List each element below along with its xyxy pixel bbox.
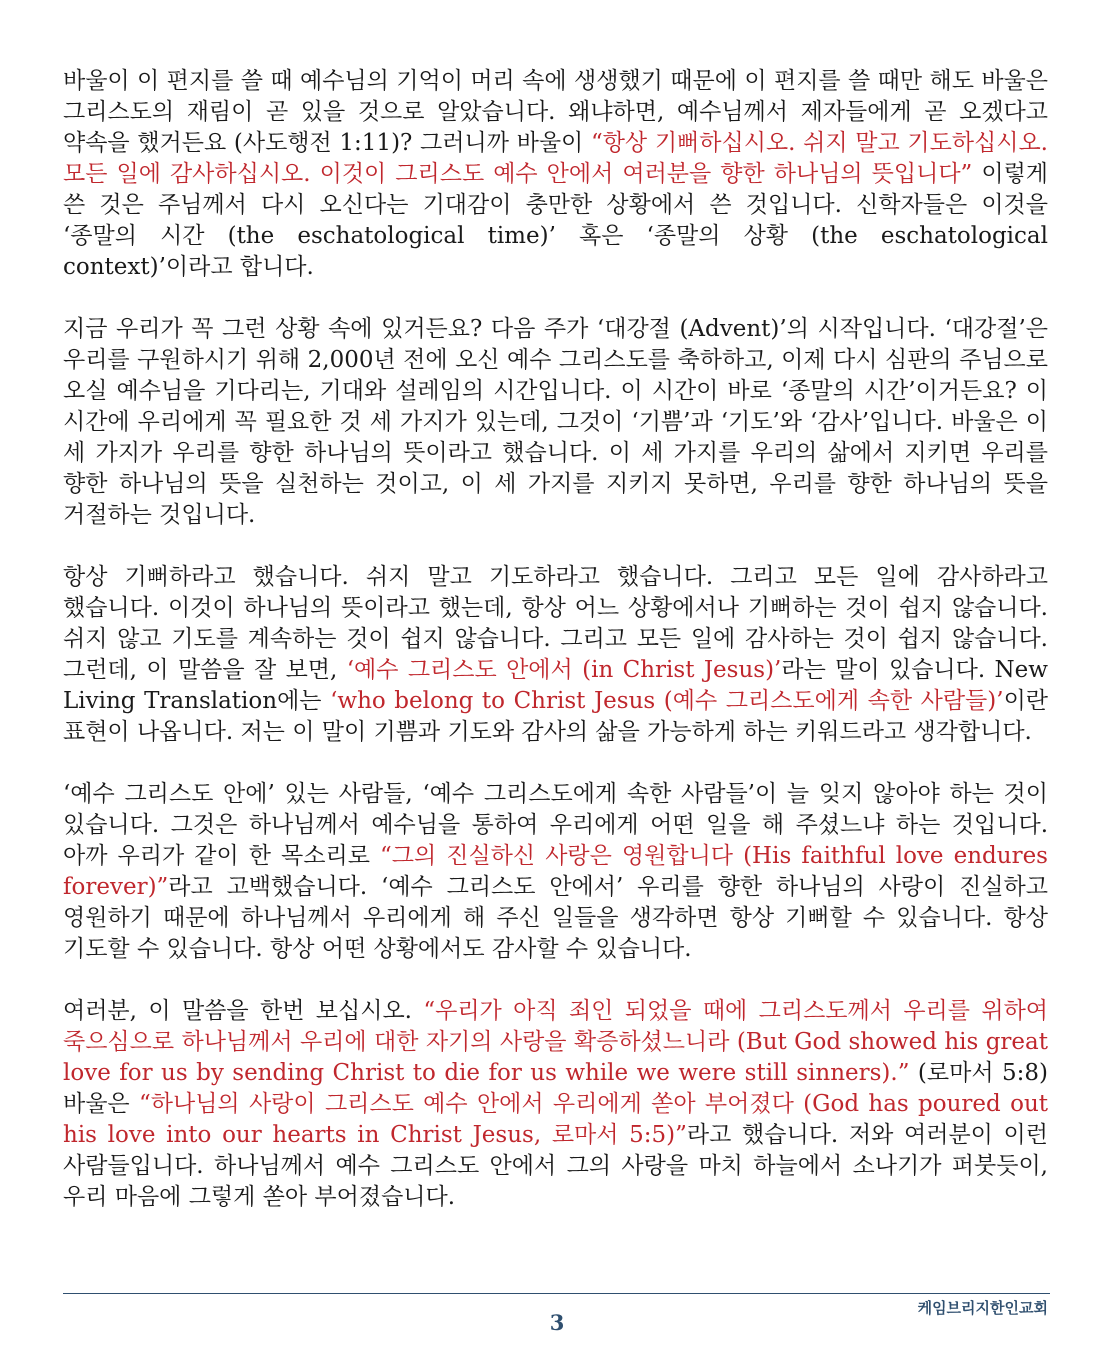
paragraph-1-text-continued: 이렇게 쓴 것은 주님께서 다시 오신다는 기대감이 충만한 상황에서 쓴 것입니다. 신학자들은 이것을 ‘종말의 시간 (the eschatological time)’ 혹은 ‘종말의 상황 (the eschatological context)’이라고 합니다.: [63, 161, 1049, 280]
paragraph-1-text: 바울이 이 편지를 쓸 때 예수님의 기억이 머리 속에 생생했기 때문에 이 편지를 쓸 때만 해도 바울은 그리스도의 재림이 곧 있을 것으로 알았습니다. 왜냐하면, 예수님께서 제자들에게 곧 오겠다고 약속을 했거든요 (사도행전 1:11)? 그러니까 바울이: [63, 68, 1048, 156]
paragraph-5-text-middle: (로마서 5:8) 바울은: [63, 1060, 1048, 1117]
paragraph-4-text: ‘예수 그리스도 안에’ 있는 사람들, ‘예수 그리스도에게 속한 사람들’이 늘 잊지 않아야 하는 것이 있습니다. 그것은 하나님께서 예수님을 통하여 우리에게 어떤 일을 해 주셨느냐 하는 것입니다. 아까 우리가 같이 한 목소리로: [63, 781, 1048, 869]
quote-faithful-love: “그의 진실하신 사랑은 영원합니다 (His faithful love endures forever)”: [63, 843, 1048, 900]
page-number: 3: [549, 1310, 565, 1335]
scripture-quote-romans-5-8: “우리가 아직 죄인 되었을 때에 그리스도께서 우리를 위하여 죽으심으로 하나님께서 우리에 대한 자기의 사랑을 확증하셨느니라 (But God showed his great love for us by sending Christ to die for us while we were still sinners).”: [63, 998, 1049, 1086]
church-name: 케임브리지한인교회: [917, 1299, 1048, 1317]
quote-in-christ-jesus: ‘예수 그리스도 안에서 (in Christ Jesus)’: [346, 657, 782, 683]
paragraph-5-text-end: 라고 했습니다. 저와 여러분이 이런 사람들입니다. 하나님께서 예수 그리스도 안에서 그의 사랑을 마치 하늘에서 소나기가 퍼붓듯이, 우리 마음에 그렇게 쏟아 부어졌습니다.: [63, 1122, 1048, 1210]
paragraph-3: [63, 562, 1048, 748]
paragraph-5: [63, 996, 1048, 1213]
page-body: [63, 66, 1048, 1244]
paragraph-3-text-end: 이란 표현이 나옵니다. 저는 이 말이 기쁨과 기도와 감사의 삶을 가능하게 하는 키워드라고 생각합니다.: [63, 688, 1048, 745]
paragraph-2: [63, 314, 1048, 531]
paragraph-3-text: 항상 기뻐하라고 했습니다. 쉬지 말고 기도하라고 했습니다. 그리고 모든 일에 감사하라고 했습니다. 이것이 하나님의 뜻이라고 했는데, 항상 어느 상황에서나 기뻐하는 것이 쉽지 않습니다. 쉬지 않고 기도를 계속하는 것이 쉽지 않습니다. 그리고 모든 일에 감사하는 것이 쉽지 않습니다. 그런데, 이 말씀을 잘 보면,: [63, 564, 1048, 683]
paragraph-2-text: 지금 우리가 꼭 그런 상황 속에 있거든요? 다음 주가 ‘대강절 (Advent)’의 시작입니다. ‘대강절’은 우리를 구원하시기 위해 2,000년 전에 오신 예수 그리스도를 축하하고, 이제 다시 심판의 주님으로 오실 예수님을 기다리는, 기대와 설레임의 시간입니다. 이 시간이 바로 ‘종말의 시간’이거든요? 이 시간에 우리에게 꼭 필요한 것 세 가지가 있는데, 그것이 ‘기쁨’과 ‘기도’와 ‘감사’입니다. 바울은 이 세 가지가 우리를 향한 하나님의 뜻이라고 했습니다. 이 세 가지를 우리의 삶에서 지키면 우리를 향한 하나님의 뜻을 실천하는 것이고, 이 세 가지를 지키지 못하면, 우리를 향한 하나님의 뜻을 거절하는 것입니다.: [63, 316, 1048, 528]
paragraph-4-text-end: 라고 고백했습니다. ‘예수 그리스도 안에서’ 우리를 향한 하나님의 사랑이 진실하고 영원하기 때문에 하나님께서 우리에게 해 주신 일들을 생각하면 항상 기뻐할 수 있습니다. 항상 기도할 수 있습니다. 항상 어떤 상황에서도 감사할 수 있습니다.: [63, 874, 1048, 962]
paragraph-5-text: 여러분, 이 말씀을 한번 보십시오.: [63, 998, 424, 1024]
footer-divider: [63, 1293, 1050, 1294]
quote-who-belong-to-christ: ‘who belong to Christ Jesus (예수 그리스도에게 속한 사람들)’: [330, 688, 1004, 714]
paragraph-3-text-middle: 라는 말이 있습니다. New Living Translation에는: [63, 657, 1048, 714]
scripture-quote-thessalonians: “항상 기뻐하십시오. 쉬지 말고 기도하십시오. 모든 일에 감사하십시오. 이것이 그리스도 예수 안에서 여러분을 향한 하나님의 뜻입니다”: [63, 130, 1048, 187]
scripture-quote-romans-5-5: “하나님의 사랑이 그리스도 예수 안에서 우리에게 쏟아 부어졌다 (God has poured out his love into our hearts in Christ Jesus, 로마서 5:5)”: [63, 1091, 1048, 1148]
paragraph-4: [63, 779, 1048, 965]
paragraph-1: [63, 66, 1048, 283]
